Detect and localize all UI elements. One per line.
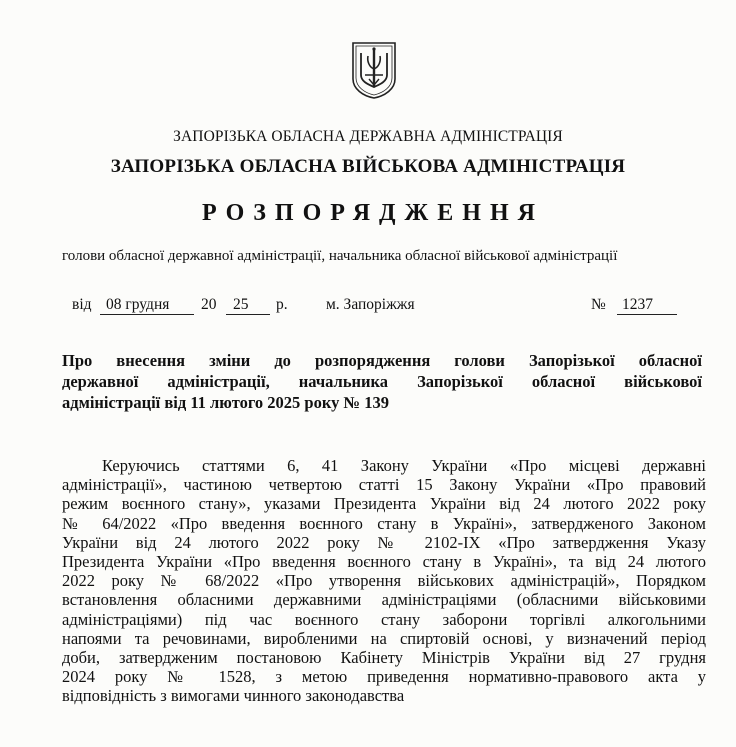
date-century: 20 <box>201 296 217 313</box>
date-day-month: 08 грудня <box>106 296 170 313</box>
document-title <box>62 350 702 413</box>
body-line: встановлення обласними державними адміністраціями (обласними військовими <box>62 590 706 610</box>
body-line: України від 24 лютого 2022 року № 2102-IX «Про затвердження Указу <box>62 532 706 552</box>
title-line: адміністрації від 11 лютого 2025 року № 139 <box>62 393 389 412</box>
date-year: 25 <box>233 296 249 313</box>
title-line: Про внесення зміни до розпорядження голови Запорізької обласної <box>62 351 702 370</box>
org-name-military-administration: ЗАПОРІЗЬКА ОБЛАСНА ВІЙСЬКОВА АДМІНІСТРАЦІЯ <box>110 156 626 177</box>
body-line: адміністрації», частиною четвертою статті 15 Закону України «Про правовий <box>62 475 706 495</box>
city-name: м. Запоріжжя <box>326 296 415 313</box>
date-day-underline <box>100 314 194 315</box>
body-line: Президента України «Про введення воєнного стану в Україні», та від 24 лютого <box>62 552 706 572</box>
coat-of-arms-icon <box>351 41 397 99</box>
org-name-state-administration: ЗАПОРІЗЬКА ОБЛАСНА ДЕРЖАВНА АДМІНІСТРАЦІЯ <box>173 128 563 145</box>
document-body <box>62 456 706 706</box>
number-label: № <box>591 296 606 313</box>
body-line: адміністраціями) під час воєнного стану заборони торгівлі алкогольними <box>62 609 706 629</box>
body-line: 2024 року № 1528, з метою приведення нормативно-правового акта у <box>62 667 706 687</box>
body-line: 2022 року № 68/2022 «Про утворення військових адміністрацій», Порядком <box>62 571 706 591</box>
body-line: доби, затвердженим постановою Кабінету Міністрів України від 27 грудня <box>62 648 706 668</box>
date-prefix: від <box>72 296 92 313</box>
body-line: відповідність з вимогами чинного законодавства <box>62 686 405 706</box>
body-line: режим воєнного стану», указами Президента України від 24 лютого 2022 року <box>62 494 706 514</box>
body-line: напоями та речовинами, виробленими на спиртовій основі, у визначений період <box>62 628 706 648</box>
title-line: державної адміністрації, начальника Запорізької обласної військової <box>62 372 702 391</box>
document-type-heading: РОЗПОРЯДЖЕННЯ <box>202 200 544 226</box>
document-number: 1237 <box>622 296 653 313</box>
issuer-line: голови обласної державної адміністрації, начальника обласної військової адміністрації <box>62 248 618 264</box>
date-year-underline <box>226 314 270 315</box>
number-underline <box>617 314 677 315</box>
body-line: Керуючись статтями 6, 41 Закону України «Про місцеві державні <box>102 456 706 475</box>
date-year-suffix: р. <box>276 296 288 313</box>
body-line: № 64/2022 «Про введення воєнного стану в Україні», затвердженого Законом <box>62 513 706 533</box>
